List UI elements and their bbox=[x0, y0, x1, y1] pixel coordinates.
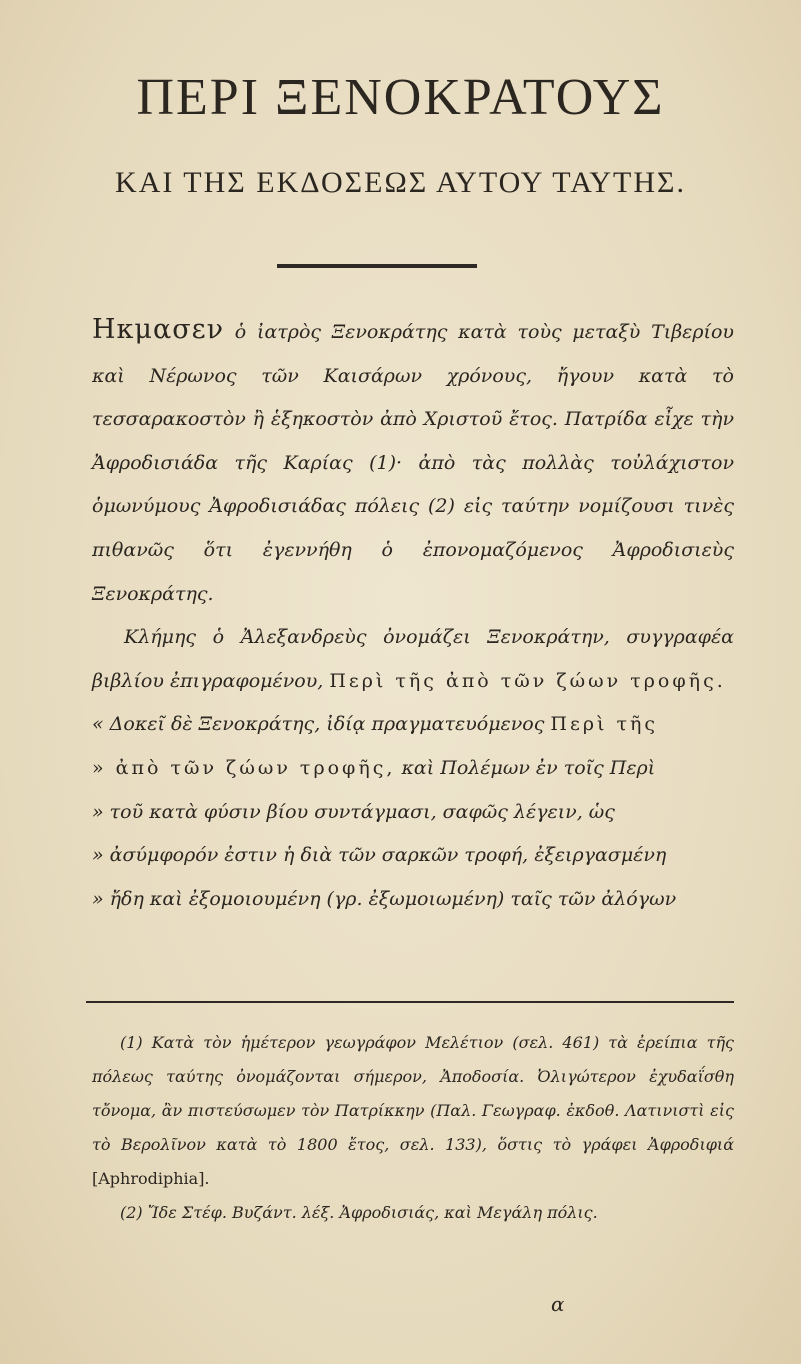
quote-line-5: » ἤδη καὶ ἐξομοιουμένη (γρ. ἐξωμοιωμένη) ταῖς τῶν ἀλόγων bbox=[92, 887, 677, 910]
page-subtitle: ΚΑΙ ΤΗΣ ΕΚΔΟΣΕΩΣ ΑΥΤΟΥ ΤΑΥΤΗΣ. bbox=[115, 166, 686, 199]
book-title: Περὶ τῆς ἀπὸ τῶν ζώων τροφῆς. bbox=[329, 669, 726, 692]
footnotes bbox=[92, 1026, 734, 1230]
paragraph-1-text: ὁ ἰατρὸς Ξενοκράτης κατὰ τοὺς μεταξὺ Τιβερίου καὶ Νέρωνος τῶν Καισάρων χρόνους, ἤγουν κατὰ τὸ τεσσαρακοστὸν ἢ ἑξηκοστὸν ἀπὸ Χριστοῦ ἔτος. Πατρίδα εἶχε τὴν Ἀφροδισιάδα τῆς Καρίας (1)· ἀπὸ τὰς πολλὰς τοὐλάχιστον ὁμωνύμους Ἀφροδισιάδας πόλεις (2) εἰς ταύτην νομίζουσι τινὲς πιθανῶς ὅτι ἐγεννήθη ὁ ἐπονομαζόμενος Ἀφροδισιεὺς Ξενοκράτης. bbox=[92, 321, 734, 605]
paragraph-lead-word: Ηκμασεν bbox=[92, 314, 225, 345]
quote-line-1 bbox=[92, 703, 734, 747]
quote-line-3: » τοῦ κατὰ φύσιν βίου συντάγμασι, σαφῶς λέγειν, ὡς bbox=[92, 800, 615, 823]
quote-line-2-title: » ἀπὸ τῶν ζώων τροφῆς, bbox=[92, 756, 396, 779]
quote-line-4: » ἀσύμφορόν ἐστιν ἡ διὰ τῶν σαρκῶν τροφή, ἐξειργασμένη bbox=[92, 844, 667, 867]
footnote-divider bbox=[86, 1001, 734, 1003]
quote-line-2 bbox=[92, 747, 734, 791]
quote-line-2-text: καὶ Πολέμων ἐν τοῖς Περὶ bbox=[401, 756, 656, 779]
footnote-1 bbox=[92, 1026, 734, 1196]
quotation bbox=[92, 703, 734, 921]
title-divider bbox=[277, 264, 477, 268]
paragraph-1 bbox=[92, 308, 734, 616]
signature-mark: α bbox=[551, 1292, 565, 1316]
paragraph-2 bbox=[92, 616, 734, 703]
footnote-1-latin: [Aphrodiphia]. bbox=[92, 1169, 210, 1188]
main-text bbox=[92, 308, 734, 921]
quote-line-1-title: Περὶ τῆς bbox=[550, 713, 659, 736]
page-title: ΠΕΡΙ ΞΕΝΟΚΡΑΤΟΥΣ bbox=[136, 69, 665, 126]
footnote-1-text: (1) Κατὰ τὸν ἡμέτερον γεωγράφον Μελέτιον (σελ. 461) τὰ ἐρείπια τῆς πόλεως ταύτης ὀνομάζονται σήμερον, Ἀποδοσία. Ὀλιγώτερον ἐχυδαΐσθη τὄνομα, ἂν πιστεύσωμεν τὸν Πατρίκκην (Παλ. Γεωγραφ. ἐκδοθ. Λατινιστὶ εἰς τὸ Βερολῖνον κατὰ τὸ 1800 ἔτος, σελ. 133), ὅστις τὸ γράφει Ἀφροδιφιά bbox=[92, 1033, 734, 1154]
paragraph-2-text: Κλήμης ὁ Ἀλεξανδρεὺς ὀνομάζει Ξενοκράτην, συγγραφέα βιβλίου ἐπιγραφομένου, bbox=[92, 626, 734, 692]
quote-line-1-text: « Δοκεῖ δὲ Ξενοκράτης, ἰδίᾳ πραγματευόμενος bbox=[92, 713, 545, 736]
footnote-2: (2) Ἴδε Στέφ. Βυζάντ. λέξ. Ἀφροδισιάς, καὶ Μεγάλη πόλις. bbox=[120, 1203, 598, 1222]
